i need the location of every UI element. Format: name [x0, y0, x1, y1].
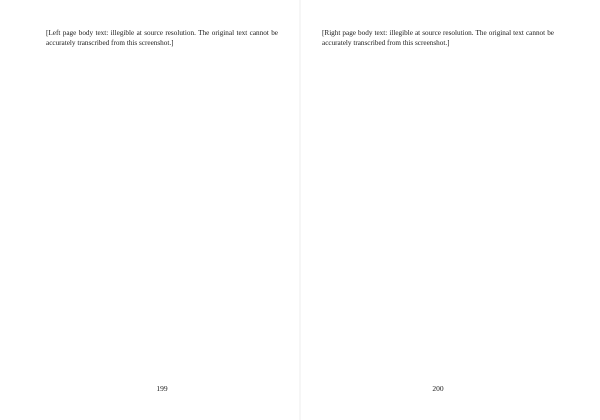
right-page-number: 200 [432, 384, 444, 393]
right-page [300, 0, 600, 420]
left-page-body-text: [Left page body text: illegible at source resolution. The original text cannot be accurately transcribed from this screenshot.] [46, 29, 278, 48]
left-page-number: 199 [156, 384, 168, 393]
right-page-body-text: [Right page body text: illegible at source resolution. The original text cannot be accurately transcribed from this screenshot.] [322, 29, 554, 48]
